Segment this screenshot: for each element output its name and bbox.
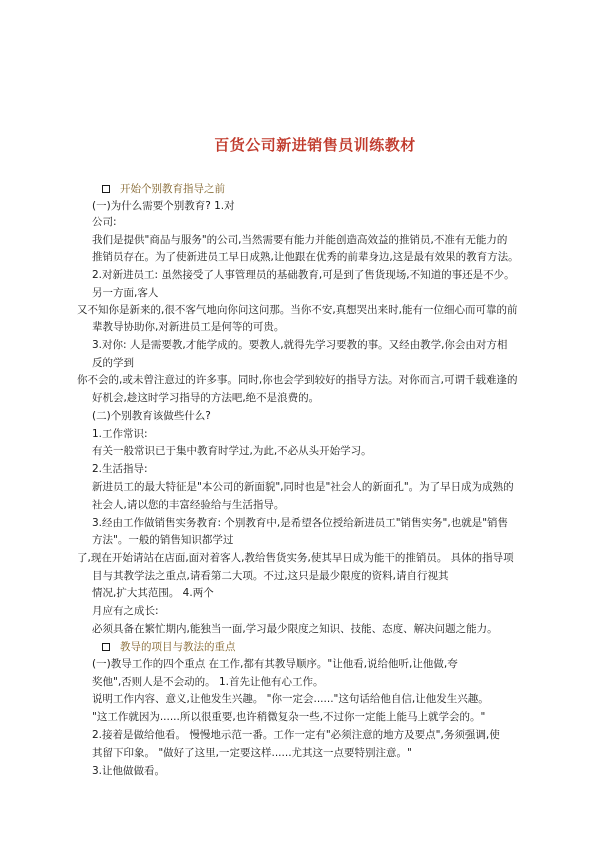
section-heading: [102, 182, 225, 196]
text-line: [92, 427, 148, 441]
text-line: [92, 569, 449, 583]
line-text: 又不知你是新来的,很不客气地向你问这问那。当你不安,真想哭出来时,能有一位细心而可靠的前: [77, 304, 518, 316]
line-text: 奖他",否则人是不会动的。 1.首先让他有心工作。: [92, 676, 324, 688]
line-text: 好机会,趁这时学习指导的方法吧,绝不是浪费的。: [92, 392, 320, 404]
text-line: [92, 320, 284, 334]
text-line: [77, 303, 518, 317]
text-line: [92, 462, 148, 476]
line-text: (二)个别教育该做些什么?: [92, 410, 211, 422]
line-text: 目与其教学法之重点,请看第二大项。不过,这只是最少限度的资料,请自行视其: [92, 570, 449, 582]
text-line: [92, 604, 159, 618]
text-line: [92, 586, 214, 600]
text-line: [92, 728, 500, 742]
line-text: 方法"。一般的销售知识都学过: [92, 534, 234, 546]
line-text: 情况,扩大其范围。 4.两个: [92, 587, 214, 599]
line-text: 有关一般常识已于集中教育时学过,为此,不必从头开始学习。: [92, 445, 372, 457]
line-text: 教导的项目与教法的重点: [120, 641, 236, 653]
text-line: [92, 710, 485, 724]
section-heading: [102, 640, 236, 654]
checkbox-square-icon: [102, 643, 110, 651]
line-text: 另一方面,客人: [92, 287, 159, 299]
line-text: 说明工作内容、意义,让他发生兴趣。 "你一定会......"这句话给他自信,让他发生兴趣。: [92, 693, 489, 705]
line-text: 2.生活指导:: [92, 463, 148, 475]
line-text: 推销员存在。为了使新进员工早日成熟,让他跟在优秀的前辈身边,这是最有效果的教育方法。: [92, 251, 519, 263]
text-line: [77, 551, 514, 565]
text-line: [92, 657, 458, 671]
text-line: [92, 250, 519, 264]
text-line: [92, 268, 515, 282]
text-line: [92, 516, 508, 530]
document-title: 百货公司新进销售员训练教材: [214, 136, 416, 154]
line-text: 月应有之成长:: [92, 605, 159, 617]
text-line: [92, 409, 211, 423]
text-line: [92, 215, 117, 229]
line-text: 必须具备在繁忙期内,能独当一面,学习最少限度之知识、技能、态度、解决问题之能力。: [92, 623, 498, 635]
line-text: 3.让他做做看。: [92, 765, 166, 777]
text-line: [92, 444, 372, 458]
checkbox-square-icon: [102, 185, 110, 193]
text-line: [92, 480, 514, 494]
line-text: 2.接着是做给他看。 慢慢地示范一番。工作一定有"必须注意的地方及要点",务须强调,使: [92, 729, 500, 741]
line-text: 你不会的,或未曾注意过的许多事。同时,你也会学到较好的指导方法。对你而言,可谓千载难逢的: [77, 374, 518, 386]
line-text: 我们是提供"商品与服务"的公司,当然需要有能力并能创造高效益的推销员,不准有无能力的: [92, 234, 508, 246]
line-text: 辈教导协助你,对新进员工是何等的可贵。: [92, 321, 285, 333]
text-line: [77, 373, 518, 387]
text-line: [92, 533, 233, 547]
text-line: [92, 233, 507, 247]
text-line: [92, 622, 498, 636]
line-text: 其留下印象。 "做好了这里,一定要这样......尤其这一点要特别注意。": [92, 747, 412, 759]
text-line: [92, 498, 284, 512]
line-text: 1.工作常识:: [92, 428, 148, 440]
line-text: 公司:: [92, 216, 117, 228]
text-line: [92, 391, 319, 405]
line-text: 3.经由工作做销售实务教育: 个别教育中,是希望各位授给新进员工"销售实务",也就是"销售: [92, 517, 509, 529]
text-line: [92, 286, 158, 300]
line-text: 3.对你: 人是需要教,才能学成的。要教人,就得先学习要教的事。又经由教学,你会由对方相: [92, 339, 508, 351]
line-text: 社会人,请以您的丰富经验给与生活指导。: [92, 499, 285, 511]
text-line: [92, 338, 507, 352]
text-line: [92, 675, 324, 689]
text-line: [92, 356, 134, 370]
line-text: 反的学到: [92, 357, 134, 369]
line-text: (一)为什么需要个别教育? 1.对: [92, 200, 235, 212]
line-text: 了,现在开始请站在店面,面对着客人,教给售货实务,使其早日成为能干的推销员。 具体的指导项: [77, 552, 514, 564]
line-text: 开始个别教育指导之前: [120, 183, 225, 195]
line-text: 2.对新进员工: 虽然接受了人事管理员的基础教育,可是到了售货现场,不知道的事还是不少。: [92, 269, 515, 281]
text-line: [92, 692, 489, 706]
text-line: [92, 746, 412, 760]
text-line: [92, 764, 165, 778]
line-text: (一)教导工作的四个重点 在工作,都有其教导顺序。"让他看,说给他听,让他做,夸: [92, 658, 458, 670]
line-text: "这工作就因为......所以很重要,也许稍微复杂一些,不过你一定能上能马上就学会的。": [92, 711, 486, 723]
line-text: 新进员工的最大特征是"本公司的新面貌",同时也是"社会人的新面孔"。为了早日成为成熟的: [92, 481, 514, 493]
text-line: [92, 199, 235, 213]
